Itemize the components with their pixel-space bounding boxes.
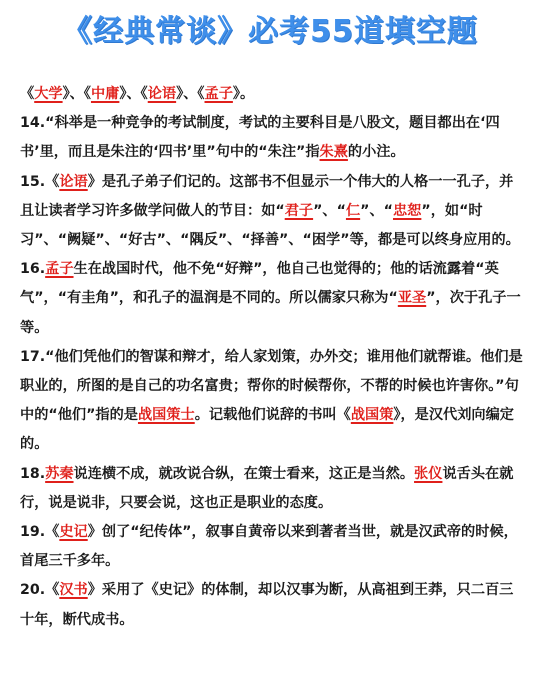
- question-text: 说舌头在就行，说是说非，只要会说，这也正是职业的态度。: [20, 465, 514, 511]
- question-text: 《: [20, 86, 35, 102]
- question-text: 》是孔子弟子们记的。这部书不但显示一个伟大的人格一一孔子，并且让读者学习许多做学问做人的节目：如“: [20, 173, 514, 219]
- paragraph: [20, 343, 525, 460]
- question-text: 》、《: [176, 86, 205, 102]
- paragraph: [20, 80, 525, 109]
- answer-text: 亚圣: [397, 290, 427, 307]
- answer-text: 战国策: [350, 407, 394, 424]
- question-text: 》、《: [119, 86, 148, 102]
- question-text: ”、“: [313, 202, 346, 219]
- question-text: ”、“: [360, 202, 393, 219]
- question-text: 20.《: [20, 582, 60, 599]
- question-text: 》。: [232, 86, 255, 102]
- answer-text: 孟子: [204, 86, 233, 102]
- question-text: 17.“他们凭他们的智谋和辩才，给人家划策，办外交；谁用他们就帮谁。他们是职业的，所图的是自己的功名富贵；帮你的时候帮你，不帮的时候也许害你。”句中的“他们”指的是: [20, 348, 523, 424]
- answer-text: 朱熹: [319, 144, 348, 161]
- answer-text: 史记: [59, 524, 88, 541]
- question-text: 19.《: [20, 524, 60, 541]
- answer-text: 仁: [345, 202, 361, 219]
- answer-text: 君子: [284, 202, 314, 219]
- question-text: 生在战国时代，他不免“好辩”，他自己也觉得的；他的话流露着“英气”，“有圭角”，和孔子的温润是不同的。所以儒家只称为“: [20, 261, 499, 307]
- answer-text: 论语: [147, 86, 177, 102]
- question-text: 》、《: [62, 86, 91, 102]
- question-text: ”，如“时习”、“阙疑”、“好古”、“隅反”、“择善”、“困学”等，都是可以终身应用的。: [20, 202, 520, 249]
- answer-text: 汉书: [59, 582, 88, 599]
- question-text: ”，次于孔子一等。: [20, 290, 521, 336]
- answer-text: 孟子: [45, 261, 74, 278]
- document-body: [20, 80, 525, 635]
- answer-text: 论语: [59, 173, 88, 190]
- answer-text: 中庸: [90, 86, 120, 102]
- answer-text: 战国策士: [137, 407, 195, 424]
- page-title: 《经典常谈》必考55道填空题: [62, 14, 478, 49]
- answer-text: 张仪: [414, 465, 443, 482]
- question-text: 的小注。: [347, 144, 405, 161]
- question-text: 说连横不成，就改说合纵，在策士看来，这正是当然。: [73, 465, 415, 482]
- answer-text: 苏秦: [45, 465, 74, 482]
- paragraph: [20, 460, 525, 518]
- question-text: 15.《: [20, 173, 60, 190]
- question-text: 》采用了《史记》的体制，却以汉事为断，从高祖到王莽，只二百三十年，断代成书。: [20, 582, 514, 628]
- answer-text: 忠恕: [392, 202, 422, 219]
- question-text: 14.“科举是一种竞争的考试制度，考试的主要科目是八股文，题目都出在‘四书’里，而且是朱注的‘四书’里”句中的“朱注”指: [20, 115, 500, 161]
- question-text: 18.: [20, 465, 46, 482]
- answer-text: 大学: [34, 86, 63, 102]
- question-text: 16.: [20, 261, 46, 278]
- paragraph: [20, 576, 525, 634]
- question-text: 》创了“纪传体”，叙事自黄帝以来到著者当世，就是汉武帝的时候，首尾三千多年。: [20, 524, 518, 570]
- paragraph: [20, 518, 525, 576]
- question-text: 》，是汉代刘向编定的。: [20, 407, 514, 453]
- paragraph: [20, 255, 525, 343]
- paragraph: [20, 168, 525, 256]
- question-text: 。记载他们说辞的书叫《: [194, 407, 351, 424]
- paragraph: [20, 109, 525, 167]
